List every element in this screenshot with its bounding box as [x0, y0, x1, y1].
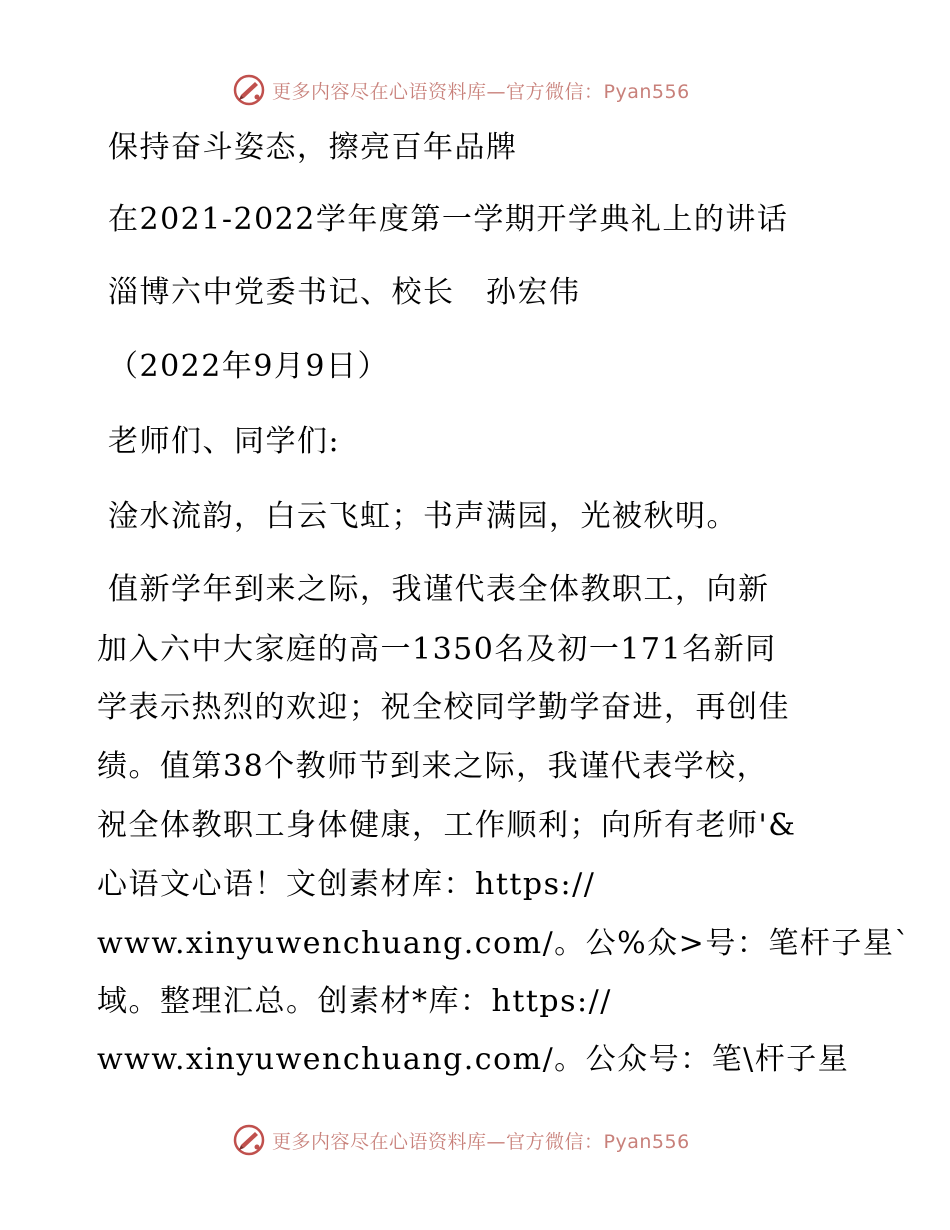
document-date: （2022年9月9日） [108, 349, 390, 384]
opening-line: 淦水流韵，白云飞虹；书声满园，光被秋明。 [108, 499, 738, 534]
body-line: www.xinyuwenchuang.com/。公%众>号：笔杆子星` [97, 926, 911, 961]
footer-watermark-banner [232, 1120, 690, 1160]
body-line: 域。整理汇总。创素材*库：https:// [97, 984, 612, 1019]
document-subtitle: 在2021-2022学年度第一学期开学典礼上的讲话 [108, 202, 789, 237]
body-line: 祝全体教职工身体健康，工作顺利；向所有老师'& [97, 808, 797, 843]
watermark-text: 更多内容尽在心语资料库—官方微信：Pyan556 [272, 80, 690, 103]
body-line: 加入六中大家庭的高一1350名及初一171名新同 [97, 632, 777, 667]
salutation: 老师们、同学们: [108, 424, 341, 459]
pen-logo-icon [232, 1123, 266, 1157]
watermark-text: 更多内容尽在心语资料库—官方微信：Pyan556 [272, 1130, 690, 1153]
body-line: 绩。值第38个教师节到来之际，我谨代表学校， [97, 749, 769, 784]
body-line: 心语文心语！文创素材库：https:// [97, 867, 596, 902]
pen-logo-icon [232, 73, 266, 107]
body-line: www.xinyuwenchuang.com/。公众号：笔\杆子星 [97, 1042, 850, 1077]
document-author: 淄博六中党委书记、校长 孙宏伟 [108, 275, 581, 310]
body-line: 值新学年到来之际，我谨代表全体教职工，向新 [108, 572, 770, 607]
document-title: 保持奋斗姿态，擦亮百年品牌 [108, 130, 518, 165]
body-line: 学表示热烈的欢迎；祝全校同学勤学奋进，再创佳 [97, 690, 790, 725]
header-watermark-banner [232, 70, 690, 110]
